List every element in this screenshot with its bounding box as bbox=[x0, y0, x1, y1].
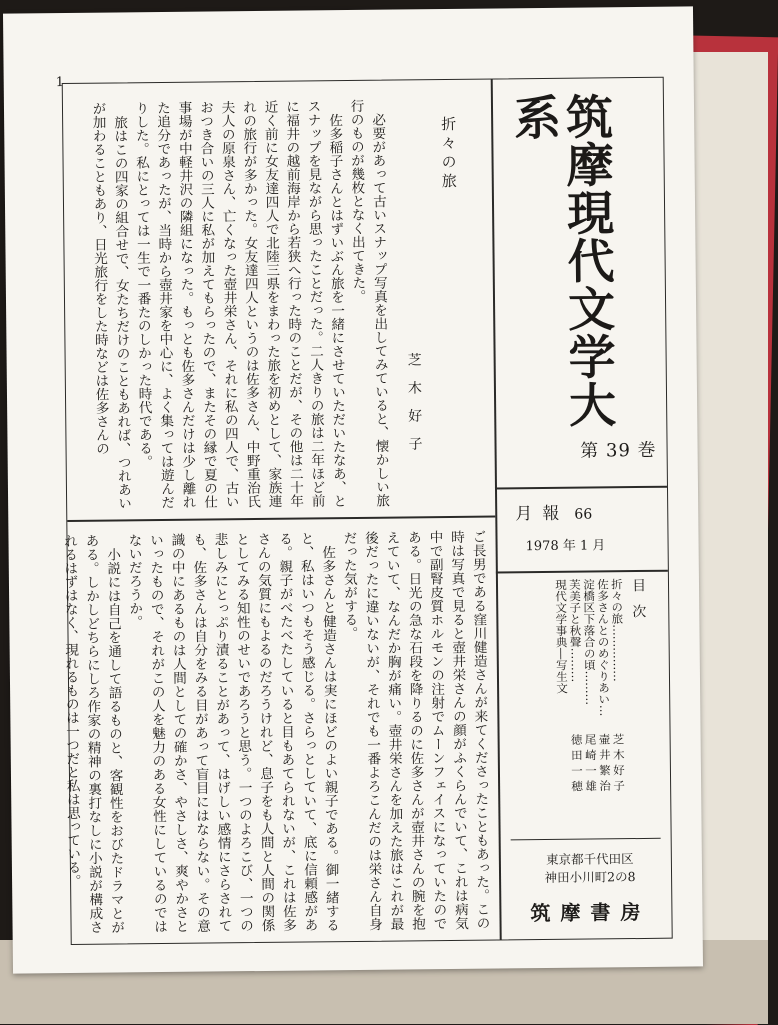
toc-titles bbox=[516, 578, 625, 719]
masthead-divider bbox=[495, 486, 667, 489]
essay-paragraph: 佐多稲子さんとはずいぶん旅を一緒にさせていただいたなあ、とスナップを見ながら思ったことだった。二人きりの旅は二年ほど前に福井の越前海岸から若狭へ行った時のことだが、その他は二十年近く前に女友達四人で北陸三県をまわった旅を初めとして、家族連れの旅行が多かった。女友達四人というのは佐多さん、中野重治氏夫人の原泉さん、亡くなった壺井栄さん、それに私の四人で、古いおつき合いの三人に私が加えてもらったので、またその縁で夏の仕事場が中軽井沢の隣組になった。もっとも佐多さんだけは少し離れた追分であったが、当時から壺井家を中心に、よく集っては遊んだりした。私にとっては一生で一番たのしかった時代である。 bbox=[132, 99, 347, 510]
toc-heading: 目次 bbox=[629, 577, 647, 631]
issue-date: 1978 年 1 月 bbox=[525, 538, 606, 555]
essay-body-upper bbox=[75, 99, 391, 510]
middle-divider bbox=[67, 516, 495, 522]
toc-entry-title: 芙美子と秋聲……… bbox=[567, 578, 584, 683]
essay-author: 芝木好子 bbox=[405, 352, 423, 465]
publisher-address bbox=[517, 850, 663, 888]
gepo-heading bbox=[515, 498, 655, 524]
toc-entry-title: 現代文学事典―写生文 bbox=[553, 578, 570, 694]
essay-paragraph: ご長男である窪川健造さんが来てくださったこともあった。この時は写真で見ると壺井栄さんの顔がふくらんでいて、これは病気中で副腎皮質ホルモンの注射でムーンフェイスになっていたのである。日光の急な石段を降りるのに佐多さんが壺井さんの腕を抱えていて、なんだか胸が痛い。壺井栄さんを加えた旅はこれが最後だったに違いないが、それでも一番よろこんだのは栄さん自身だった気がする。 bbox=[340, 529, 490, 931]
toc-entry-title: 佐多さんとのめぐりあい… bbox=[595, 578, 612, 717]
page-number: 1 bbox=[55, 75, 65, 91]
series-title: 筑摩現代文学大系 bbox=[505, 92, 617, 429]
right-column-divider bbox=[491, 80, 502, 940]
toc-top-divider bbox=[496, 570, 668, 573]
publisher-name: 筑摩書房 bbox=[530, 899, 651, 926]
essay-title: 折々の旅 bbox=[439, 115, 458, 193]
toc-entry-title: 折々の旅…………… bbox=[609, 578, 626, 682]
essay-paragraph: 佐多さんと健造さんは実にほどのよい親子である。御一緒すると、私はいつもそう感じる。さらっとしていて、底に信頼感がある。親子がべたべたしていると目もあてられないが、これは佐多さんの気質にもよるのだろうけれど、息子をも人間と人間の関係としてみる知性のせいであろうと思う。一つのよろこび、一つの悲しみにとっぷり漬ることがあって、はげしい感情にさらされても、佐多さんは自分をみる目があって盲目にはならない。その意識の中にあるものは人間としての確かさ、やさしさ、爽やかさといったもので、それがこの人を魅力のある女性にしているのではないだろうか。 bbox=[125, 531, 340, 934]
toc-entry-title: 淀橋区下落合の頃……… bbox=[581, 578, 598, 706]
address-line: 東京都千代田区 bbox=[546, 851, 634, 867]
volume-number: 第 39 巻 bbox=[580, 439, 657, 462]
toc-bottom-divider bbox=[511, 838, 661, 841]
essay-paragraph: 小説には自己を通して語るものと、客観性をおびたドラマとがある。しかしどちらにしろ作家の精神の裏打なしに小説が構成されるはずはなく、現れるものは一つだと私は思っている。 bbox=[60, 533, 125, 934]
toc-authors bbox=[518, 733, 627, 829]
gepo-label: 月報 bbox=[515, 503, 570, 525]
toc-entry-author: 芝木好子 bbox=[611, 733, 627, 796]
toc-entry-author: 尾崎一雄 bbox=[583, 733, 599, 796]
toc-entry-author: 壷井繁治 bbox=[597, 733, 613, 796]
page-frame bbox=[62, 77, 673, 945]
gepo-number: 66 bbox=[574, 506, 593, 523]
toc-entry-author: 徳田一穂 bbox=[569, 733, 585, 796]
essay-paragraph: 必要があって古いスナップ写真を出してみていると、懐かしい旅行のものが幾枚となく出てきた。 bbox=[347, 98, 390, 507]
essay-body-lower bbox=[60, 529, 491, 934]
essay-paragraph: 旅はこの四家の組合せで、女たちだけのこともあれば、つれあいが加わることもあり、日光旅行をした時などは佐多さんの bbox=[89, 101, 132, 510]
address-line: 神田小川町2の8 bbox=[544, 869, 636, 886]
gepo-leaflet bbox=[3, 6, 703, 973]
